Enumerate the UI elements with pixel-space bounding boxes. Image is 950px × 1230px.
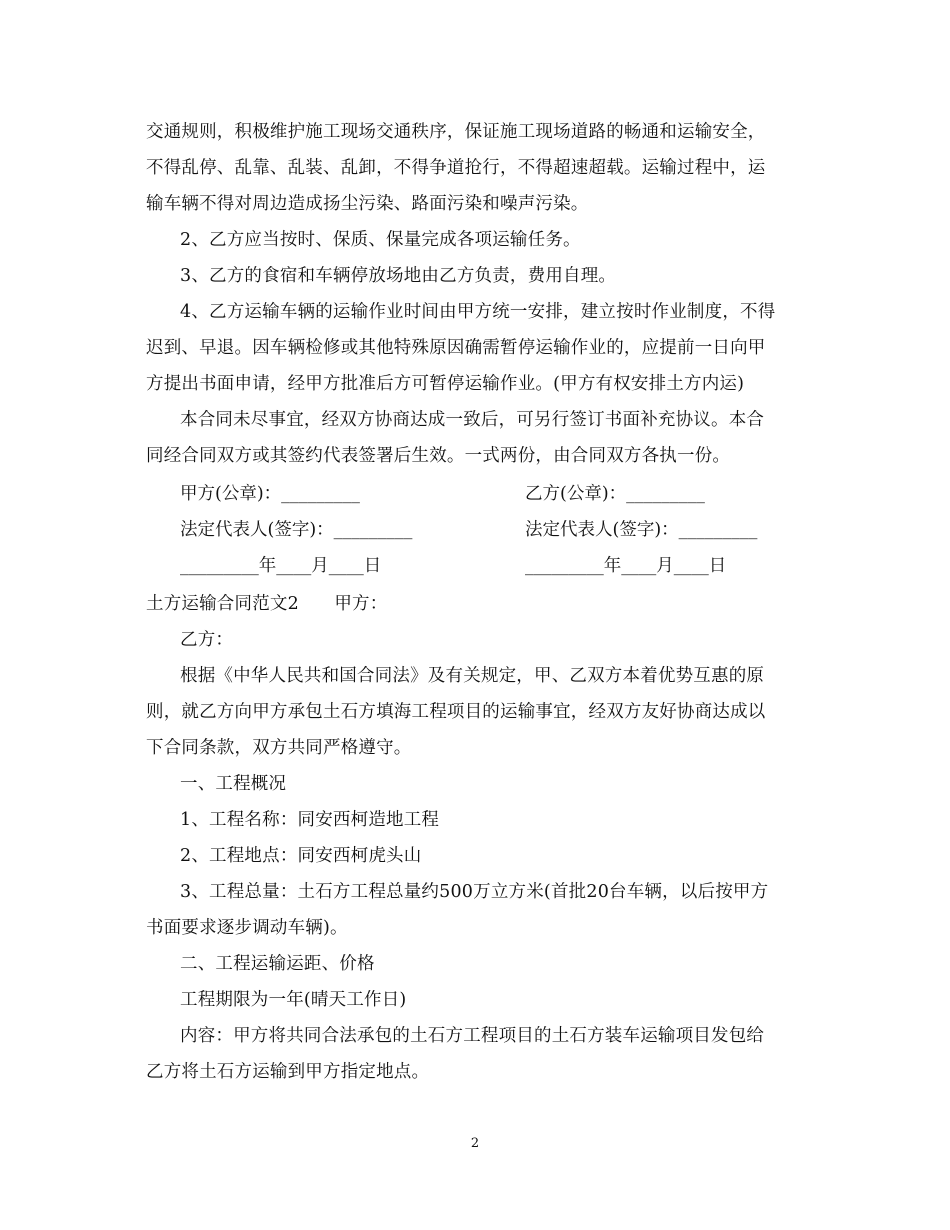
paragraph-line: 迟到、早退。因车辆检修或其他特殊原因确需暂停运输作业的，应提前一日向甲	[146, 338, 766, 358]
paragraph-line: 则，就乙方向甲方承包土石方填海工程项目的运输事宜，经双方友好协商达成以	[146, 702, 766, 722]
paragraph-line: 同经合同双方或其签约代表签署后生效。一式两份，由合同双方各执一份。	[146, 446, 731, 466]
page-number: 2	[470, 1136, 480, 1151]
paragraph-line: 乙方将土石方运输到甲方指定地点。	[146, 1062, 430, 1082]
paragraph-line: 4、乙方运输车辆的运输作业时间由甲方统一安排，建立按时作业制度，不得	[180, 302, 776, 322]
paragraph-line: 输车辆不得对周边造成扬尘污染、路面污染和噪声污染。	[146, 194, 589, 214]
paragraph-line: 3、乙方的食宿和车辆停放场地由乙方负责，费用自理。	[180, 266, 617, 286]
paragraph-line: 方提出书面申请，经甲方批准后方可暂停运输作业。(甲方有权安排土方内运)	[146, 374, 745, 394]
paragraph-line: 交通规则，积极维护施工现场交通秩序，保证施工现场道路的畅通和运输安全，	[146, 122, 766, 142]
paragraph-line: 书面要求逐步调动车辆)。	[146, 918, 348, 938]
paragraph-line: 不得乱停、乱靠、乱装、乱卸，不得争道抢行，不得超速超载。运输过程中，运	[146, 158, 766, 178]
section-heading: 土方运输合同范文2 甲方：	[146, 594, 388, 614]
paragraph-line: 3、工程总量：土石方工程总量约500万立方米(首批20台车辆，以后按甲方	[180, 882, 769, 902]
paragraph-line: 根据《中华人民共和国合同法》及有关规定，甲、乙双方本着优势互惠的原	[180, 666, 765, 686]
party-b-representative-field: 法定代表人(签字)：_________	[525, 520, 758, 540]
party-a-representative-field: 法定代表人(签字)：_________	[180, 520, 413, 540]
paragraph-line: 本合同未尽事宜，经双方协商达成一致后，可另行签订书面补充协议。本合	[180, 410, 765, 430]
party-b-seal-field: 乙方(公章)：_________	[525, 484, 705, 504]
party-a-seal-field: 甲方(公章)：_________	[180, 484, 360, 504]
paragraph-line: 内容：甲方将共同合法承包的土石方工程项目的土石方装车运输项目发包给	[180, 1026, 765, 1046]
party-a-date-field: _________年____月____日	[180, 556, 382, 576]
paragraph-line: 下合同条款，双方共同严格遵守。	[146, 738, 412, 758]
paragraph-line: 2、工程地点：同安西柯虎头山	[180, 846, 422, 866]
paragraph-line: 乙方：	[180, 630, 234, 650]
paragraph-line: 2、乙方应当按时、保质、保量完成各项运输任务。	[180, 230, 581, 250]
paragraph-line: 工程期限为一年(晴天工作日)	[180, 990, 407, 1010]
party-b-date-field: _________年____月____日	[525, 556, 727, 576]
paragraph-line: 1、工程名称：同安西柯造地工程	[180, 810, 440, 830]
paragraph-line: 一、工程概况	[180, 774, 287, 794]
paragraph-line: 二、工程运输运距、价格	[180, 954, 375, 974]
